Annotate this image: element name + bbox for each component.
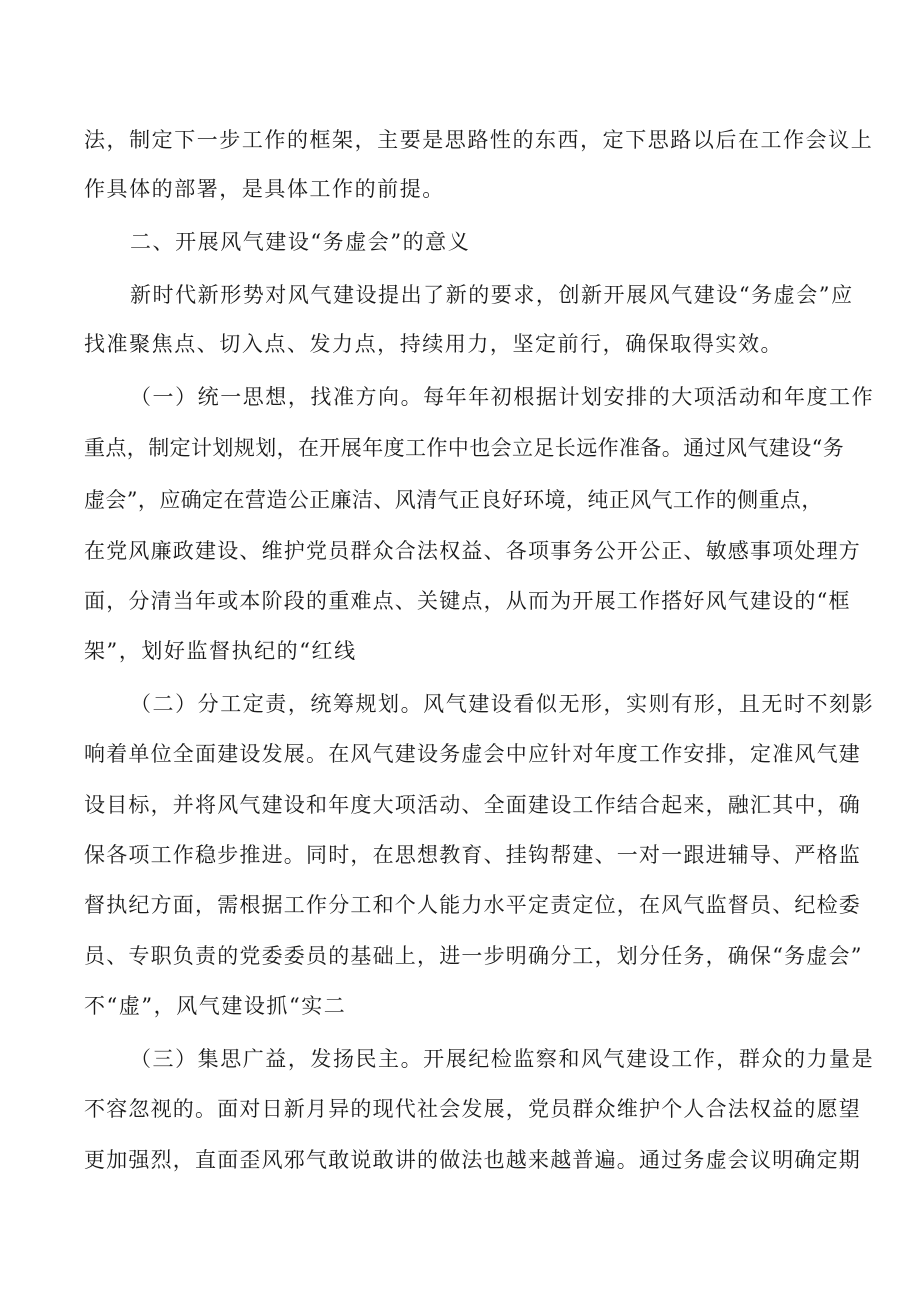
text-line: 面，分清当年或本阶段的重难点、关键点，从而为开展工作搭好风气建设的“框: [84, 589, 851, 613]
text-line: 虚会”，应确定在营造公正廉洁、风清气正良好环境，纯正风气工作的侧重点，: [84, 488, 823, 512]
text-line: 不容忽视的。面对日新月异的现代社会发展，党员群众维护个人合法权益的愿望: [84, 1097, 861, 1121]
text-line: （二）分工定责，统筹规划。风气建设看似无形，实则有形，且无时不刻影: [130, 692, 875, 716]
text-line: 法，制定下一步工作的框架，主要是思路性的东西，定下思路以后在工作会议上: [84, 128, 874, 152]
text-line: 在党风廉政建设、维护党员群众合法权益、各项事务公开公正、敏感事项处理方: [84, 539, 861, 563]
text-line: 设目标，并将风气建设和年度大项活动、全面建设工作结合起来，融汇其中，确: [84, 793, 861, 817]
text-line: 保各项工作稳步推进。同时，在思想教育、挂钩帮建、一对一跟进辅导、严格监: [84, 843, 861, 867]
section-heading: 二、开展风气建设“务虚会”的意义: [130, 230, 471, 254]
text-line: 更加强烈，直面歪风邪气敢说敢讲的做法也越来越普遍。通过务虚会议明确定期: [84, 1148, 861, 1172]
text-line: （一）统一思想，找准方向。每年年初根据计划安排的大项活动和年度工作: [130, 385, 875, 409]
text-line: （三）集思广益，发扬民主。开展纪检监察和风气建设工作，群众的力量是: [130, 1047, 875, 1071]
text-line: 督执纪方面，需根据工作分工和个人能力水平定责定位，在风气监督员、纪检委: [84, 893, 861, 917]
text-line: 响着单位全面建设发展。在风气建设务虚会中应针对年度工作安排，定准风气建: [84, 742, 861, 766]
text-line: 找准聚焦点、切入点、发力点，持续用力，坚定前行，确保取得实效。: [84, 332, 784, 356]
text-line: 员、专职负责的党委委员的基础上，进一步明确分工，划分任务，确保“务虚会”: [84, 944, 863, 968]
text-line: 不“虚”，风气建设抓“实二: [84, 994, 347, 1018]
text-line: 新时代新形势对风气建设提出了新的要求，创新开展风气建设“务虚会”应: [130, 283, 854, 307]
text-line: 作具体的部署，是具体工作的前提。: [84, 177, 445, 201]
text-line: 重点，制定计划规划，在开展年度工作中也会立足长远作准备。通过风气建设“务: [84, 436, 845, 460]
text-line: 架”，划好监督执纪的“红线: [84, 639, 357, 663]
